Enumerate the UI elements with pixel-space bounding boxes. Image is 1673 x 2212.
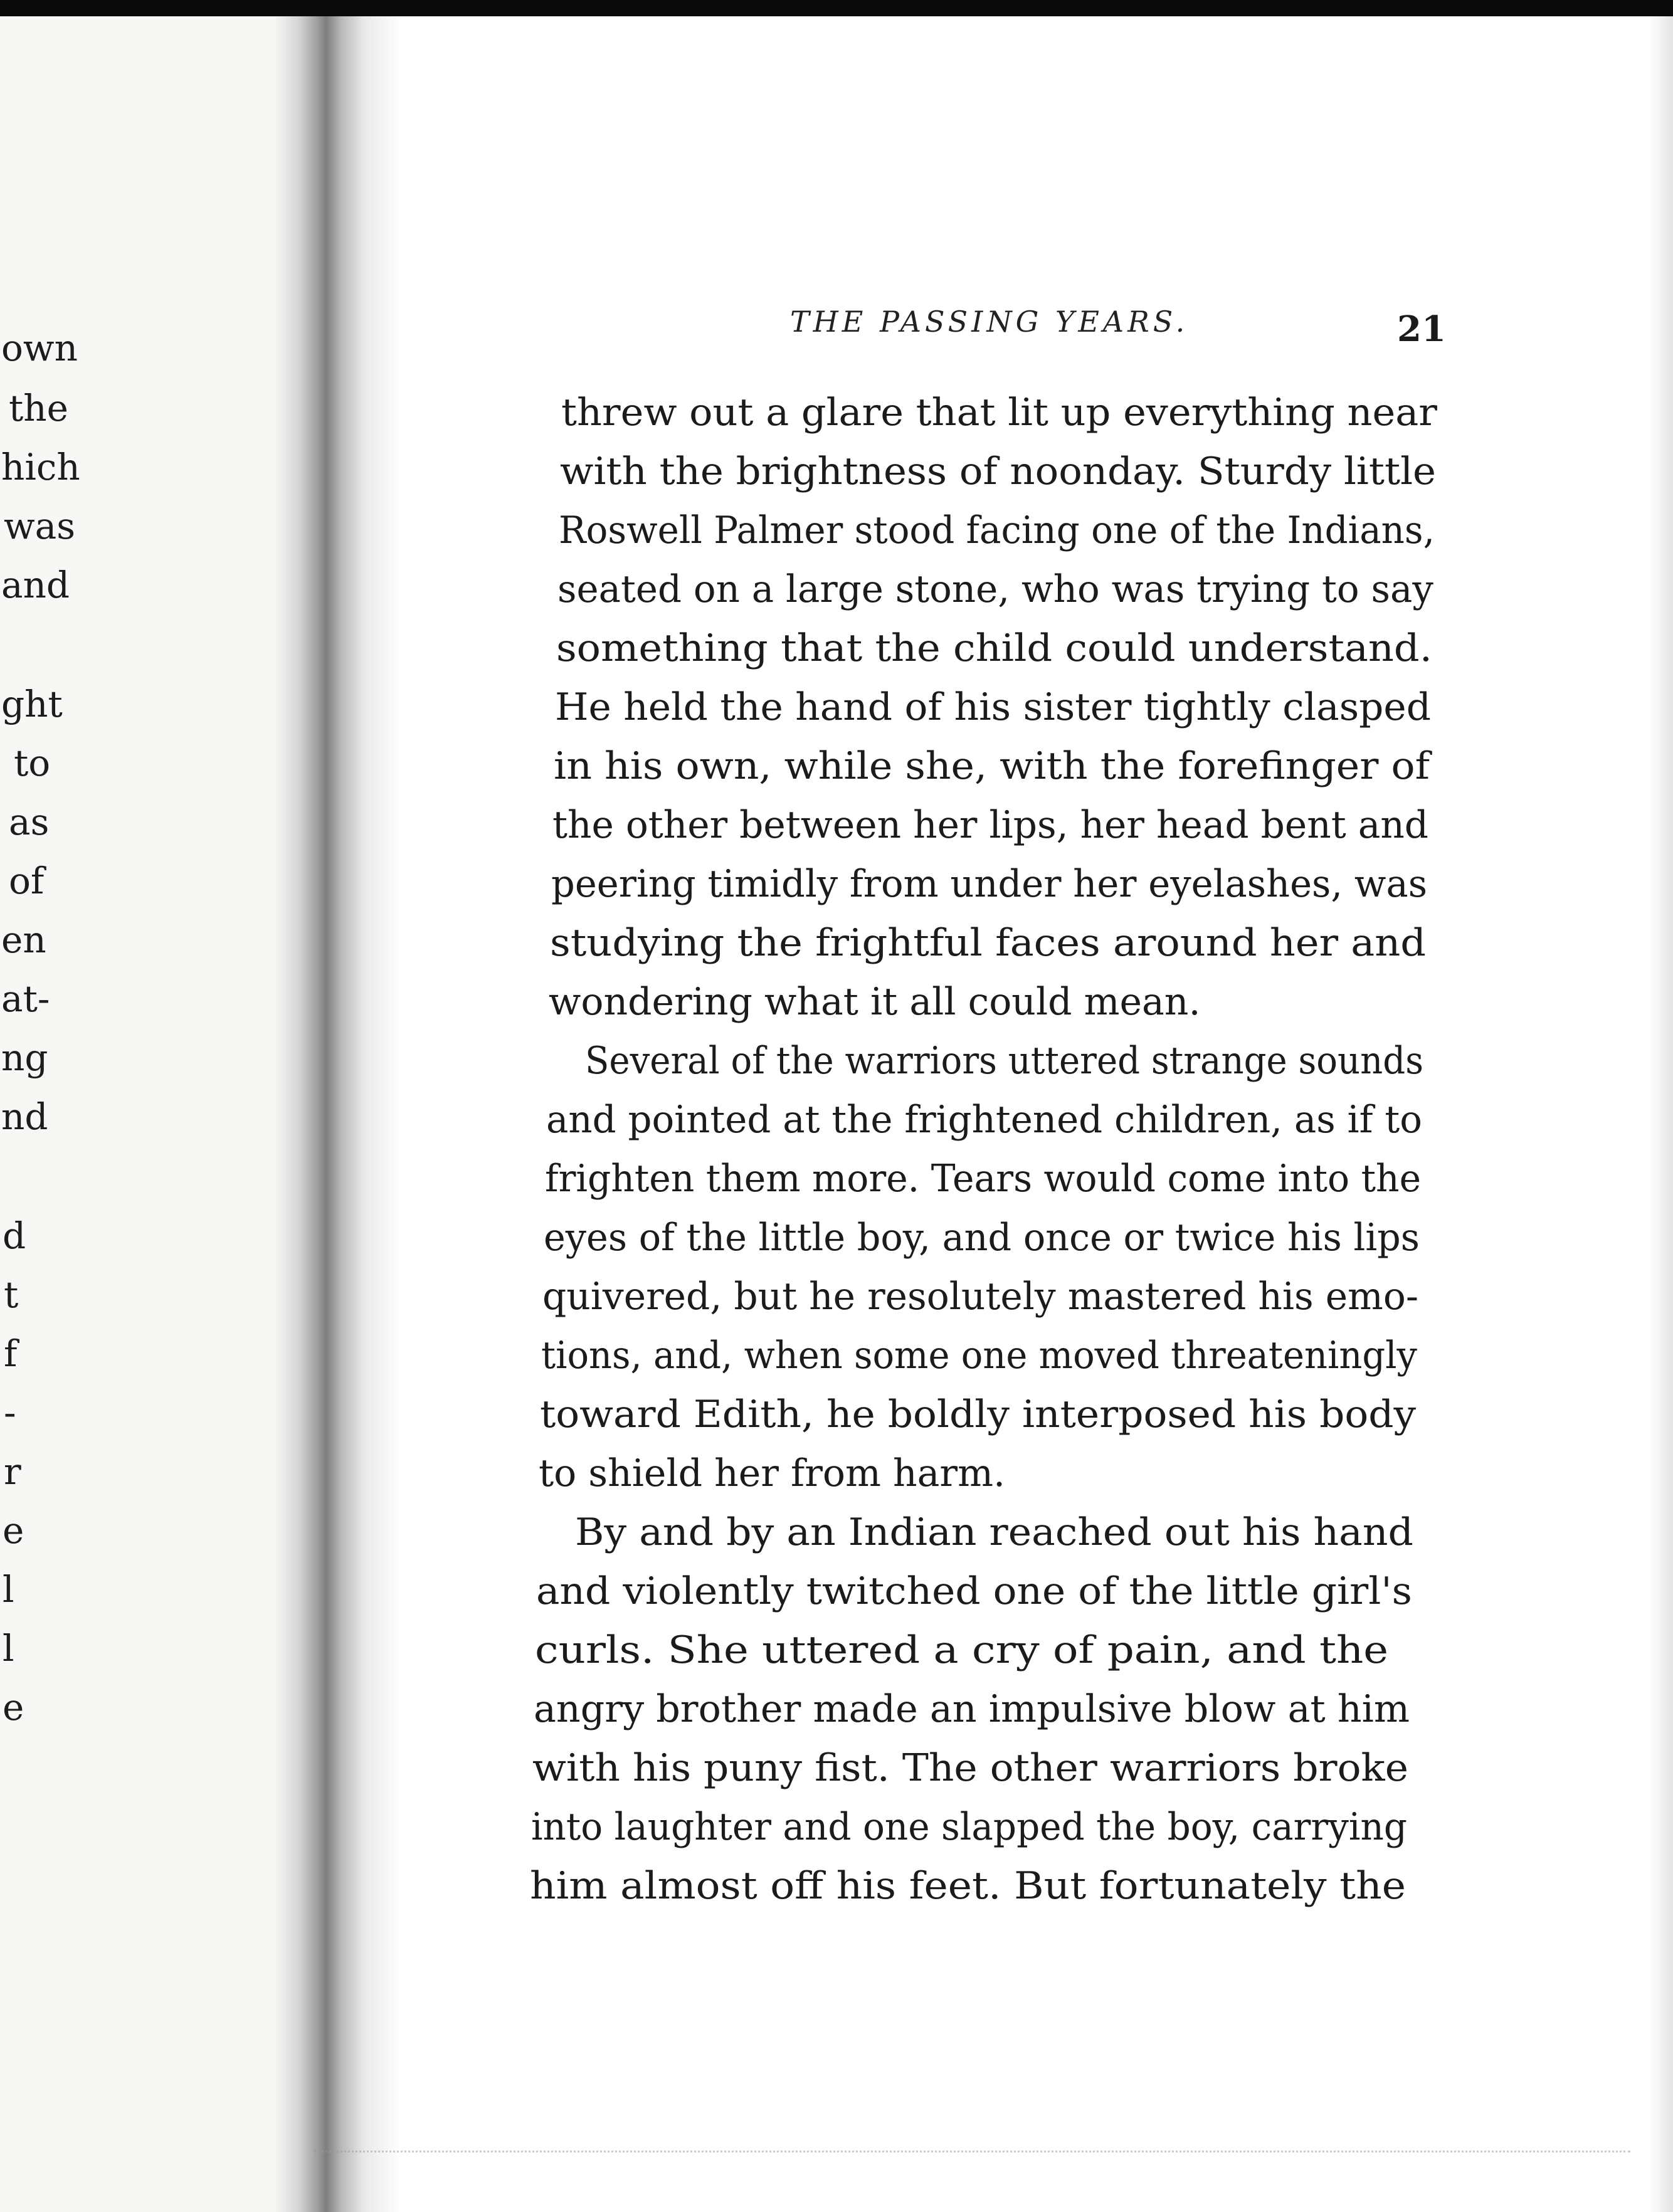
facing-page-fragment: t <box>4 1273 19 1316</box>
text-line: with the brightness of noonday. Sturdy little <box>560 450 1436 493</box>
text-line: the other between her lips, her head bent and <box>552 803 1429 847</box>
text-line: wondering what it all could mean. <box>549 980 1201 1024</box>
text-line: curls. She uttered a cry of pain, and the <box>535 1628 1389 1672</box>
facing-page-fragment: at- <box>1 977 50 1020</box>
text-line: and pointed at the frightened children, as if to <box>546 1098 1422 1142</box>
text-line: and violently twitched one of the little girl's <box>536 1569 1412 1613</box>
facing-page-fragment: the <box>9 387 68 429</box>
facing-page-fragment: en <box>1 919 46 961</box>
text-line: him almost off his feet. But fortunately the <box>530 1864 1406 1908</box>
text-line: He held the hand of his sister tightly clasped <box>555 685 1431 729</box>
text-line: studying the frightful faces around her and <box>550 921 1427 965</box>
facing-page-fragment: own <box>1 327 78 369</box>
page-number: 21 <box>1397 308 1446 350</box>
facing-page-fragment: f <box>4 1332 18 1375</box>
facing-page-fragment: nd <box>1 1095 48 1138</box>
text-line: Several of the warriors uttered strange sounds <box>585 1039 1423 1083</box>
text-line: peering timidly from under her eyelashes, was <box>551 862 1428 906</box>
text-line: frighten them more. Tears would come into the <box>545 1157 1422 1201</box>
text-line: seated on a large stone, who was trying to say <box>557 567 1433 611</box>
facing-page-fragment: was <box>4 505 75 547</box>
facing-page-fragment: e <box>3 1509 24 1552</box>
facing-page-fragment: e <box>3 1686 24 1729</box>
facing-page-fragment: l <box>3 1568 14 1611</box>
facing-page-fragment: as <box>9 801 50 843</box>
text-line: with his puny fist. The other warriors broke <box>532 1746 1409 1790</box>
facing-page-fragment: - <box>4 1391 16 1434</box>
facing-page-fragment: and <box>1 564 70 606</box>
running-head: THE PASSING YEARS. <box>790 305 1189 339</box>
text-line: into laughter and one slapped the boy, carrying <box>531 1805 1407 1849</box>
text-line: tions, and, when some one moved threateningly <box>541 1334 1417 1377</box>
facing-page-fragment: d <box>3 1214 26 1257</box>
text-line: in his own, while she, with the forefinger of <box>554 744 1430 788</box>
text-line: toward Edith, he boldly interposed his body <box>540 1393 1417 1436</box>
text-line: threw out a glare that lit up everything near <box>561 391 1437 434</box>
text-line: quivered, but he resolutely mastered his emo- <box>542 1275 1419 1319</box>
text-line: angry brother made an impulsive blow at him <box>534 1687 1410 1731</box>
facing-page-fragment: r <box>4 1450 21 1493</box>
facing-page-fragment: ng <box>1 1036 48 1079</box>
text-line: something that the child could understand. <box>556 626 1432 670</box>
facing-page-fragment: ght <box>1 683 63 725</box>
facing-page-fragment: of <box>9 860 45 902</box>
text-line: to shield her from harm. <box>539 1451 1006 1495</box>
text-line: Roswell Palmer stood facing one of the Indians, <box>559 508 1435 552</box>
facing-page-fragment: l <box>3 1627 14 1670</box>
facing-page-fragment: to <box>14 742 51 784</box>
text-line: By and by an Indian reached out his hand <box>575 1510 1413 1554</box>
text-line: eyes of the little boy, and once or twice his lips <box>544 1216 1420 1260</box>
facing-page-fragment: hich <box>1 446 80 488</box>
